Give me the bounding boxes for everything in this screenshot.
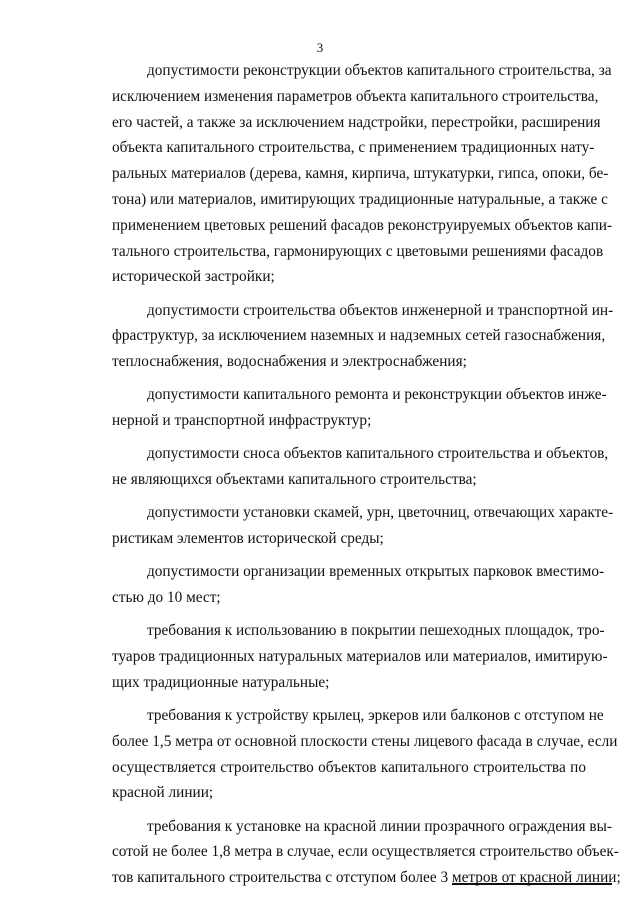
- text-line: требования к устройству крылец, эркеров или балконов с отступом не: [147, 707, 604, 725]
- paragraph: [112, 298, 614, 375]
- paragraph: [112, 618, 608, 695]
- text-line: нерной и транспортной инфраструктур;: [112, 412, 372, 430]
- text-line: ральных материалов (дерева, камня, кирпича, штукатурки, гипса, опоки, бе-: [112, 165, 609, 183]
- text-line: туаров традиционных натуральных материалов или материалов, имитирую-: [112, 648, 608, 666]
- text-line: щих традиционные натуральные;: [112, 673, 330, 691]
- paragraph: [112, 500, 614, 552]
- text-line: допустимости установки скамей, урн, цветочниц, отвечающих характе-: [147, 504, 614, 522]
- document-body: [112, 58, 621, 898]
- text-line: теплоснабжения, водоснабжения и электроснабжения;: [112, 353, 467, 371]
- text-line: фраструктур, за исключением наземных и надземных сетей газоснабжения,: [112, 327, 606, 345]
- text-line: осуществляется строительство объектов капитального строительства по: [112, 758, 586, 776]
- text-line: допустимости реконструкции объектов капитального строительства, за: [147, 62, 612, 79]
- text-line: допустимости организации временных открытых парковок вместимо-: [147, 563, 605, 581]
- text-line: сотой не более 1,8 метра в случае, если осуществляется строительство объек-: [112, 843, 619, 861]
- text-line: требования к использованию в покрытии пешеходных площадок, тро-: [147, 622, 605, 640]
- text-line: ристикам элементов исторической среды;: [112, 530, 384, 548]
- text-line: тов капитального строительства с отступом более 3 метров от красной линии;: [112, 869, 621, 887]
- text-line: красной линии;: [112, 784, 214, 802]
- text-line: допустимости капитального ремонта и реконструкции объектов инже-: [147, 386, 607, 404]
- text-line: исторической застройки;: [112, 268, 275, 286]
- text-line: его частей, а также за исключением надстройки, перестройки, расширения: [112, 113, 601, 131]
- page-number: 3: [316, 40, 324, 55]
- paragraph: [112, 814, 621, 891]
- text-line: применением цветовых решений фасадов реконструируемых объектов капи-: [112, 216, 613, 234]
- paragraph: [112, 58, 613, 290]
- paragraph: [112, 559, 605, 611]
- paragraph: [112, 382, 607, 434]
- text-line: исключением изменения параметров объекта капитального строительства,: [112, 87, 599, 105]
- paragraph: [112, 703, 618, 806]
- text-line: тального строительства, гармонирующих с цветовыми решениями фасадов: [112, 242, 604, 260]
- text-line: объекта капитального строительства, с применением традиционных нату-: [112, 139, 595, 157]
- text-line: допустимости строительства объектов инженерной и транспортной ин-: [147, 301, 614, 319]
- text-line: не являющихся объектами капитального строительства;: [112, 471, 477, 489]
- text-line: допустимости сноса объектов капитального строительства и объектов,: [147, 445, 609, 463]
- text-line: более 1,5 метра от основной плоскости стены лицевого фасада в случае, если: [112, 732, 618, 750]
- paragraph: [112, 441, 609, 493]
- text-line: стью до 10 мест;: [112, 589, 221, 607]
- footer-rule: [452, 883, 612, 885]
- text-line: тона) или материалов, имитирующих традиционные натуральные, а также с: [112, 190, 608, 208]
- text-line: требования к установке на красной линии прозрачного ограждения вы-: [147, 817, 612, 835]
